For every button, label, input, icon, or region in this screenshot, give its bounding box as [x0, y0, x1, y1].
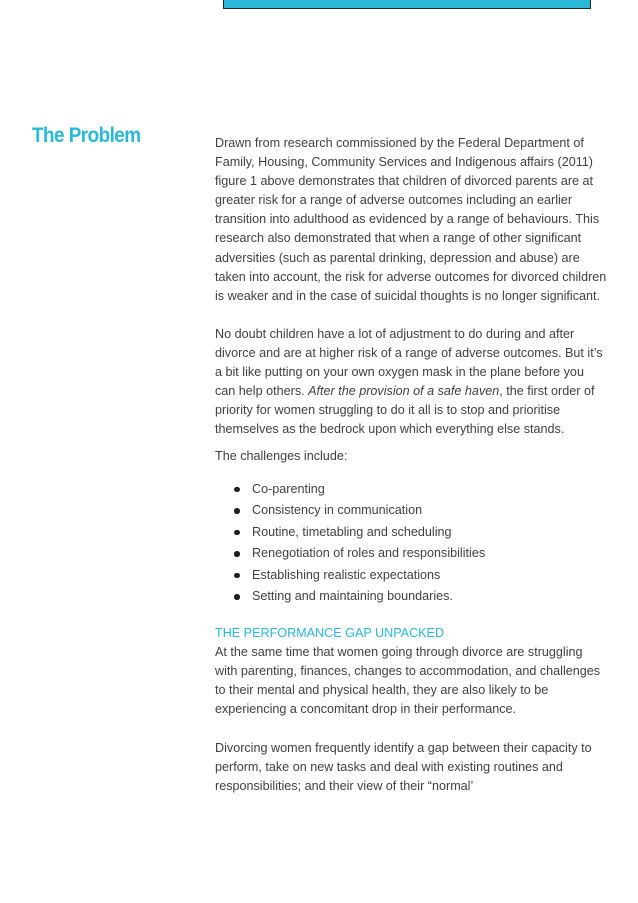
challenges-list — [215, 479, 607, 609]
list-item — [215, 543, 607, 565]
section-heading: The Problem — [32, 124, 141, 147]
bullet-icon — [234, 594, 240, 600]
figure-frame-bottom — [223, 0, 591, 9]
body-column — [215, 134, 607, 796]
performance-gap-subheading: THE PERFORMANCE GAP UNPACKED — [215, 626, 445, 641]
list-item-text: Consistency in communication — [252, 503, 423, 518]
list-item-text: Renegotiation of roles and responsibilities — [252, 546, 486, 561]
list-item-text: Establishing realistic expectations — [252, 567, 441, 582]
list-item — [215, 565, 607, 587]
list-item-text: Co-parenting — [252, 481, 325, 496]
bullet-icon — [234, 551, 240, 557]
list-item-text: Setting and maintaining boundaries. — [252, 589, 453, 604]
list-item — [215, 522, 607, 544]
bullet-icon — [234, 487, 240, 493]
list-item — [215, 479, 607, 501]
paragraph-research: Drawn from research commissioned by the Federal Department of Family, Housing, Community Services and Indigenous affairs (2011) figure 1 above demonstrates that children of divorced parents are at greater risk for a range of adverse outcomes including an earlier transition into adulthood as evidenced by a range of behaviours. This research also demonstrated that when a range of other significant adversities (such as parental drinking, depression and abuse) are taken into account, the risk for adverse outcomes for divorced children is weaker and in the case of suicidal thoughts is no longer significant. — [215, 136, 607, 303]
challenges-intro: The challenges include: — [215, 449, 348, 464]
list-item-text: Routine, timetabling and scheduling — [252, 524, 452, 539]
list-item — [215, 586, 607, 608]
bullet-icon — [234, 573, 240, 579]
list-item — [215, 500, 607, 522]
bullet-icon — [234, 508, 240, 514]
paragraph-adjustment — [215, 325, 607, 440]
paragraph-adjustment-start: No doubt children have a lot of adjustment to do during and after divorce and are at higher risk of a range of adverse outcomes. But it’s a bit like putting on your own oxygen mask in the plane before you can help others. — [215, 326, 603, 399]
paragraph-adjustment-emphasis: After the provision of a safe haven — [308, 384, 500, 399]
paragraph-divorcing-women: Divorcing women frequently identify a gap between their capacity to perform, take on new tasks and deal with existing routines and responsibilities; and their view of their “normal’ — [215, 740, 592, 793]
bullet-icon — [234, 530, 240, 536]
paragraph-performance: At the same time that women going through divorce are struggling with parenting, finances, changes to accommodation, and challenges to their mental and physical health, they are also likely to be experiencing a concomitant drop in their performance. — [215, 645, 601, 717]
paragraph-adjustment-end: , the first order of priority for women struggling to do it all is to stop and prioritise themselves as the bedrock upon which everything else stands. — [215, 384, 595, 437]
